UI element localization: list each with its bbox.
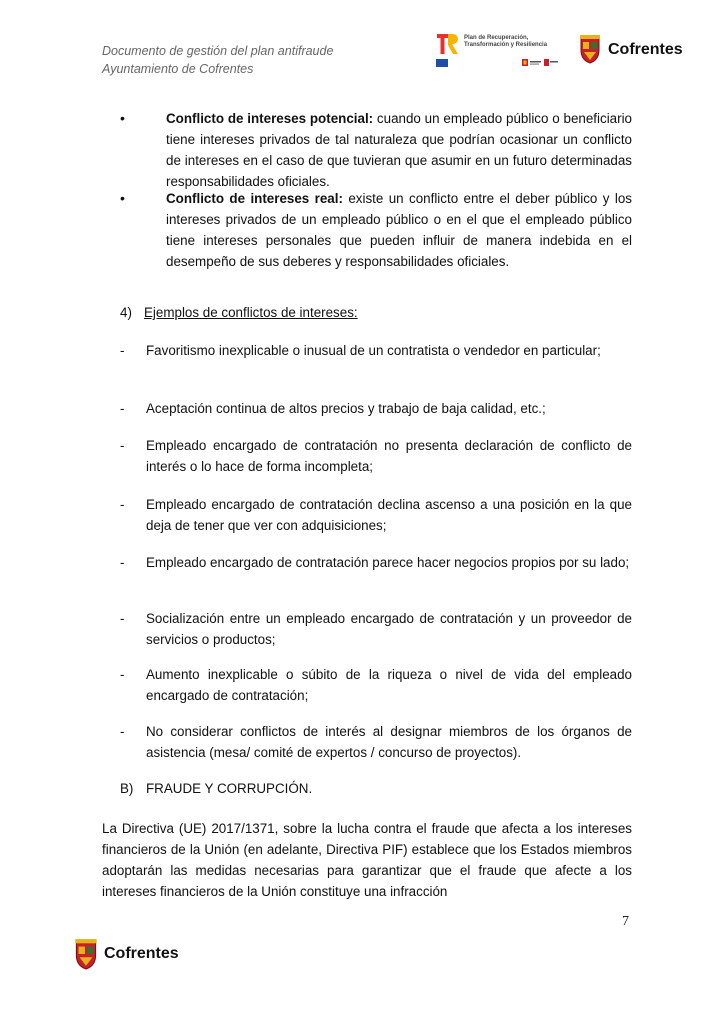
footer-brand-name: Cofrentes xyxy=(104,945,179,962)
section-number: 4) xyxy=(120,305,132,320)
prtr-logo-block xyxy=(436,32,566,68)
dash-marker: - xyxy=(120,555,125,570)
list-item: - Favoritismo inexplicable o inusual de un contratista o vendedor en particular; xyxy=(120,340,632,361)
bullet-term: Conflicto de intereses potencial: xyxy=(166,111,374,126)
list-item: - Socialización entre un empleado encargado de contratación y un proveedor de servicios o productos; xyxy=(120,608,632,650)
prtr-text: Plan de Recuperación, Transformación y Resiliencia xyxy=(464,35,548,48)
dash-marker: - xyxy=(120,401,125,416)
bullet-dot-icon: • xyxy=(120,190,125,206)
header-org-name: Ayuntamiento de Cofrentes xyxy=(102,62,254,76)
page-number: 7 xyxy=(622,914,629,929)
dash-marker: - xyxy=(120,343,125,358)
dash-marker: - xyxy=(120,611,125,626)
bullet-term: Conflicto de intereses real: xyxy=(166,191,343,206)
dash-marker: - xyxy=(120,724,125,739)
cofrentes-crest-icon xyxy=(72,938,100,970)
list-item: - No considerar conflictos de interés al designar miembros de los órganos de asistencia (mesa/ comité de expertos / concurso de proyectos). xyxy=(120,721,632,763)
list-item: - Aceptación continua de altos precios y trabajo de baja calidad, etc.; xyxy=(120,398,632,419)
header-doc-title: Documento de gestión del plan antifraude xyxy=(102,44,334,58)
header-brand-name: Cofrentes xyxy=(608,41,683,58)
section-b-heading xyxy=(120,778,312,799)
bullet-text: existe un conflicto entre el deber público y los intereses privados de un empleado público o en el que el empleado público tiene intereses personales que pueden influir de manera indebida en el desempeño de sus deberes y responsabilidades oficiales. xyxy=(166,191,632,269)
dash-marker: - xyxy=(120,667,125,682)
header-document-info xyxy=(102,42,333,78)
bullet-conflicto-potencial xyxy=(120,108,632,192)
section-title: FRAUDE Y CORRUPCIÓN. xyxy=(146,781,313,796)
bullet-dot-icon: • xyxy=(120,110,125,126)
list-item: - Empleado encargado de contratación parece hacer negocios propios por su lado; xyxy=(120,552,632,573)
section-number: B) xyxy=(120,781,134,796)
section-4-heading xyxy=(120,302,358,323)
bullet-conflicto-real xyxy=(120,188,632,272)
cofrentes-crest-icon xyxy=(577,34,603,64)
eu-flag-icon xyxy=(436,59,448,67)
section-title: Ejemplos de conflictos de intereses: xyxy=(144,305,358,320)
list-item: - Empleado encargado de contratación no presenta declaración de conflicto de interés o lo hace de forma incompleta; xyxy=(120,435,632,477)
body-paragraph: La Directiva (UE) 2017/1371, sobre la lucha contra el fraude que afecta a los intereses financieros de la Unión (en adelante, Directiva PIF) establece que los Estados miembros adoptarán las medidas necesarias para garantizar que el fraude que afecte a los intereses financieros de la Unión constituye una infracción xyxy=(102,821,632,899)
dash-marker: - xyxy=(120,438,125,453)
dash-marker: - xyxy=(120,497,125,512)
government-emblems-icon xyxy=(522,58,558,67)
list-item: - Empleado encargado de contratación declina ascenso a una posición en la que deja de tener que ver con adquisiciones; xyxy=(120,494,632,536)
list-item: - Aumento inexplicable o súbito de la riqueza o nivel de vida del empleado encargado de contratación; xyxy=(120,664,632,706)
bullet-text: cuando un empleado público o beneficiario tiene intereses privados de tal naturaleza que podrían ocasionar un conflicto de intereses en el caso de que tuvieran que asumir en un futuro determinadas responsabilidades oficiales. xyxy=(166,111,632,189)
prtr-tr-icon xyxy=(436,32,460,56)
